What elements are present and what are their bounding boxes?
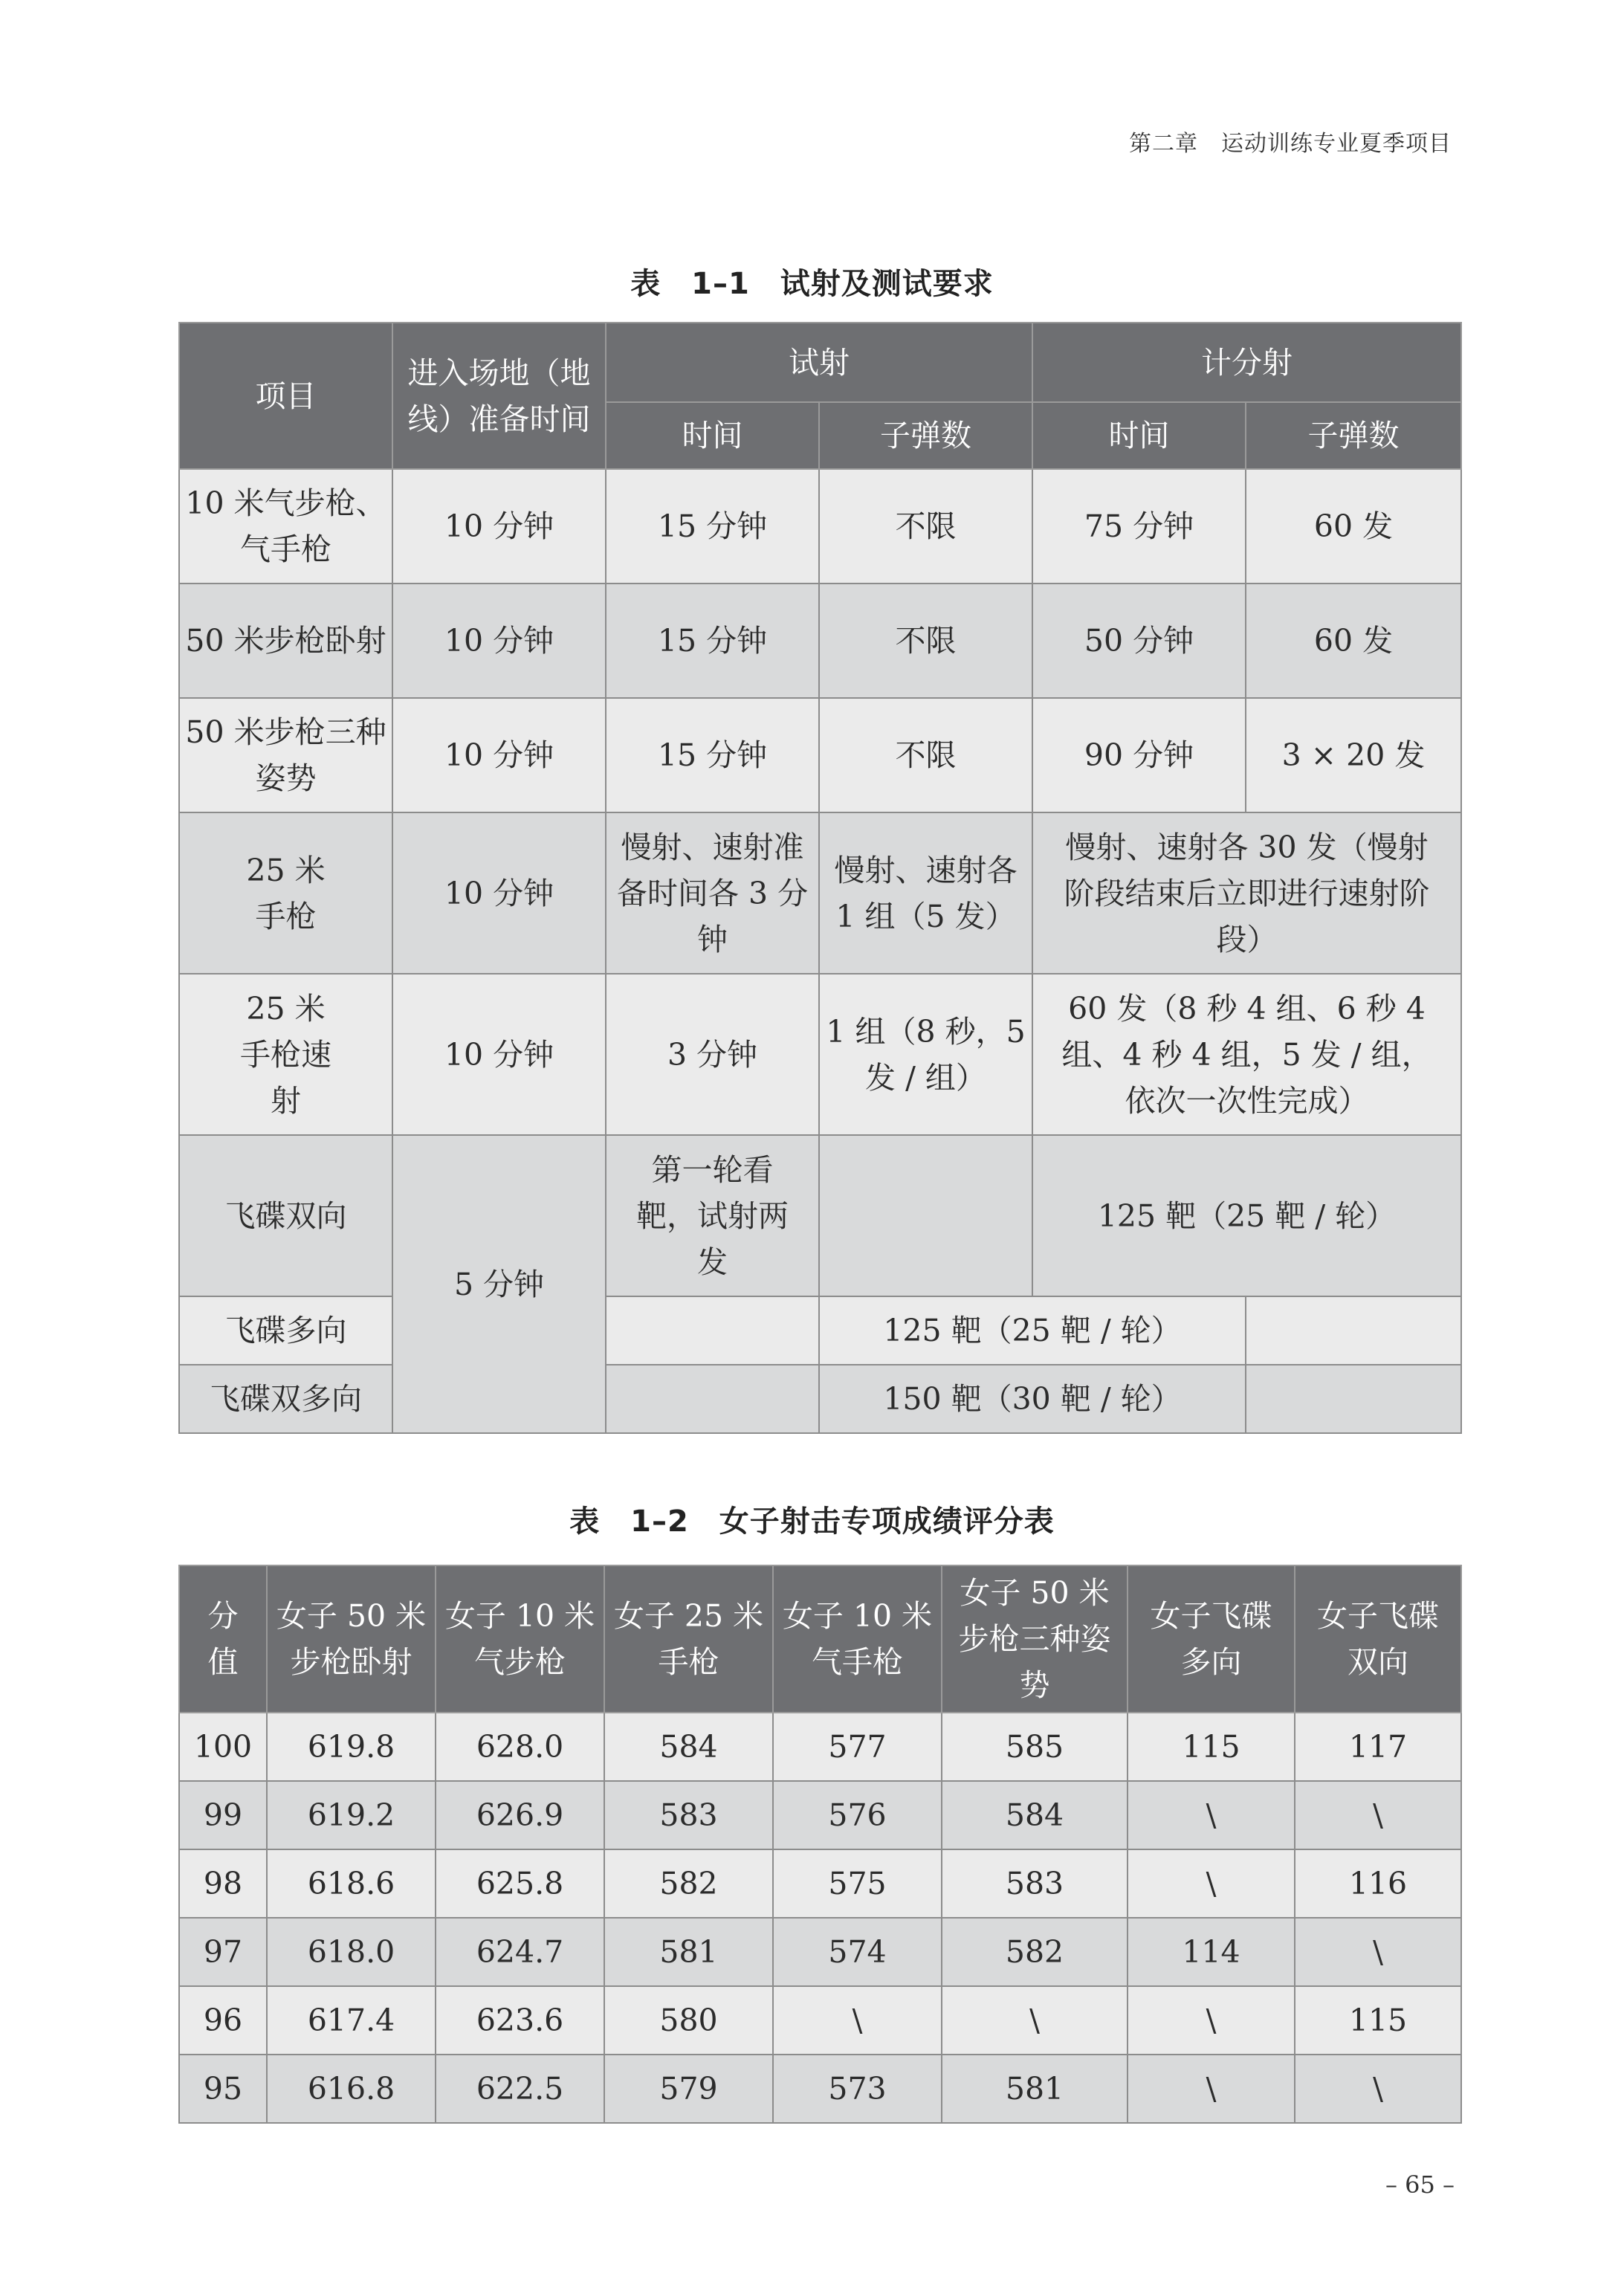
- cell-merged: 125 靶（25 靶 / 轮）: [819, 1296, 1246, 1365]
- cell: 95: [179, 2055, 267, 2123]
- cell-trial-bullets: 不限: [819, 469, 1032, 584]
- cell-score-time: 50 分钟: [1032, 584, 1246, 698]
- cell: 98: [179, 1849, 267, 1918]
- table-row: [179, 1918, 1461, 1986]
- header-item: 项目: [179, 323, 392, 469]
- table-row: [179, 1713, 1461, 1781]
- header-col: 女子 10 米气手枪: [773, 1565, 942, 1713]
- header-trial: 试射: [606, 323, 1032, 402]
- cell: 583: [604, 1781, 773, 1849]
- cell: \: [1128, 2055, 1295, 2123]
- cell-prep: 10 分钟: [392, 469, 606, 584]
- cell-score-bullets: 60 发: [1246, 469, 1461, 584]
- cell: 625.8: [436, 1849, 604, 1918]
- table-row: [179, 2055, 1461, 2123]
- cell: 97: [179, 1918, 267, 1986]
- table-row: [179, 1135, 1461, 1296]
- cell: 581: [604, 1918, 773, 1986]
- cell: 116: [1295, 1849, 1461, 1918]
- cell: 617.4: [267, 1986, 436, 2055]
- cell-item: 飞碟多向: [179, 1296, 392, 1365]
- cell-trial-time: 第一轮看靶，试射两发: [606, 1135, 819, 1296]
- cell: 115: [1295, 1986, 1461, 2055]
- cell: 628.0: [436, 1713, 604, 1781]
- table-row: [179, 1849, 1461, 1918]
- cell: 100: [179, 1713, 267, 1781]
- header-col: 女子 25 米手枪: [604, 1565, 773, 1713]
- cell: \: [1128, 1781, 1295, 1849]
- cell-trial-bullets: 不限: [819, 584, 1032, 698]
- header-col: 女子 50 米步枪三种姿势: [942, 1565, 1128, 1713]
- table-1-shooting-requirements: [178, 322, 1462, 1434]
- cell: \: [942, 1986, 1128, 2055]
- table-2-caption: 表 1–2 女子射击专项成绩评分表: [569, 1504, 1055, 1539]
- cell-item: 飞碟双多向: [179, 1365, 392, 1433]
- cell: 624.7: [436, 1918, 604, 1986]
- table-row: [179, 1296, 1461, 1365]
- cell: 619.2: [267, 1781, 436, 1849]
- cell-score-merged: 125 靶（25 靶 / 轮）: [1032, 1135, 1461, 1296]
- cell-item: 10 米气步枪、气手枪: [179, 469, 392, 584]
- cell-item: 50 米步枪卧射: [179, 584, 392, 698]
- cell: 618.0: [267, 1918, 436, 1986]
- table-row: [179, 1986, 1461, 2055]
- table-2-women-scoring: [178, 1565, 1462, 2124]
- header-trial-time: 时间: [606, 402, 819, 469]
- header-score-bullets: 子弹数: [1246, 402, 1461, 469]
- cell: \: [1295, 1918, 1461, 1986]
- cell-trial-bullets: 不限: [819, 698, 1032, 812]
- cell-item: 25 米手枪速射: [179, 974, 392, 1135]
- cell-prep: 10 分钟: [392, 812, 606, 974]
- cell: 573: [773, 2055, 942, 2123]
- cell: 117: [1295, 1713, 1461, 1781]
- cell: \: [1295, 1781, 1461, 1849]
- page-number: – 65 –: [1385, 2171, 1455, 2199]
- cell: 623.6: [436, 1986, 604, 2055]
- cell-score-bullets: 60 发: [1246, 584, 1461, 698]
- cell: 622.5: [436, 2055, 604, 2123]
- table-row: [179, 698, 1461, 812]
- header-trial-bullets: 子弹数: [819, 402, 1032, 469]
- cell: \: [1128, 1986, 1295, 2055]
- cell: 576: [773, 1781, 942, 1849]
- table-row: [179, 974, 1461, 1135]
- cell-trial-time: 15 分钟: [606, 469, 819, 584]
- cell: 114: [1128, 1918, 1295, 1986]
- cell-trial-time: [606, 1365, 819, 1433]
- cell-score-merged: 慢射、速射各 30 发（慢射阶段结束后立即进行速射阶段）: [1032, 812, 1461, 974]
- cell-score-bullets: 3 × 20 发: [1246, 698, 1461, 812]
- cell-trial-bullets: 1 组（8 秒，5 发 / 组）: [819, 974, 1032, 1135]
- cell-score-merged: 60 发（8 秒 4 组、6 秒 4 组、4 秒 4 组，5 发 / 组，依次一次性完成）: [1032, 974, 1461, 1135]
- table-row: [179, 1781, 1461, 1849]
- cell-item: 飞碟双向: [179, 1135, 392, 1296]
- cell-trial-time: 15 分钟: [606, 584, 819, 698]
- cell-prep: 10 分钟: [392, 698, 606, 812]
- cell: 616.8: [267, 2055, 436, 2123]
- cell-score-time: 90 分钟: [1032, 698, 1246, 812]
- cell: 584: [604, 1713, 773, 1781]
- header-prep-time: 进入场地（地线）准备时间: [392, 323, 606, 469]
- cell: 575: [773, 1849, 942, 1918]
- cell-merged: 150 靶（30 靶 / 轮）: [819, 1365, 1246, 1433]
- cell: 581: [942, 2055, 1128, 2123]
- cell: 577: [773, 1713, 942, 1781]
- header-col: 女子 10 米气步枪: [436, 1565, 604, 1713]
- cell: 584: [942, 1781, 1128, 1849]
- cell: 579: [604, 2055, 773, 2123]
- cell: \: [1295, 2055, 1461, 2123]
- cell-trial-bullets: 慢射、速射各 1 组（5 发）: [819, 812, 1032, 974]
- cell-trial-time: 慢射、速射准备时间各 3 分钟: [606, 812, 819, 974]
- header-col: 女子飞碟多向: [1128, 1565, 1295, 1713]
- table-row: [179, 469, 1461, 584]
- cell-trial-time: 3 分钟: [606, 974, 819, 1135]
- cell-trial-bullets: [819, 1135, 1032, 1296]
- cell-prep: 10 分钟: [392, 584, 606, 698]
- cell: 618.6: [267, 1849, 436, 1918]
- header-col: 女子飞碟双向: [1295, 1565, 1461, 1713]
- cell-last: [1246, 1365, 1461, 1433]
- cell-skeet-prep: 5 分钟: [392, 1135, 606, 1433]
- table-row: [179, 584, 1461, 698]
- cell: \: [1128, 1849, 1295, 1918]
- cell: 619.8: [267, 1713, 436, 1781]
- cell: 585: [942, 1713, 1128, 1781]
- cell: 115: [1128, 1713, 1295, 1781]
- cell: 574: [773, 1918, 942, 1986]
- header-score: 计分射: [1032, 323, 1461, 402]
- header-col: 女子 50 米步枪卧射: [267, 1565, 436, 1713]
- table-row: [179, 812, 1461, 974]
- running-head: 第二章 运动训练专业夏季项目: [1129, 131, 1452, 157]
- cell-last: [1246, 1296, 1461, 1365]
- cell-trial-time: 15 分钟: [606, 698, 819, 812]
- cell: 580: [604, 1986, 773, 2055]
- cell: 582: [942, 1918, 1128, 1986]
- cell-item: 25 米手枪: [179, 812, 392, 974]
- cell-prep: 10 分钟: [392, 974, 606, 1135]
- cell: \: [773, 1986, 942, 2055]
- cell: 99: [179, 1781, 267, 1849]
- table-row: [179, 1365, 1461, 1433]
- cell: 583: [942, 1849, 1128, 1918]
- header-score-value: 分值: [179, 1565, 267, 1713]
- cell: 626.9: [436, 1781, 604, 1849]
- cell: 582: [604, 1849, 773, 1918]
- cell-trial-time: [606, 1296, 819, 1365]
- cell-item: 50 米步枪三种姿势: [179, 698, 392, 812]
- cell-score-time: 75 分钟: [1032, 469, 1246, 584]
- cell: 96: [179, 1986, 267, 2055]
- header-score-time: 时间: [1032, 402, 1246, 469]
- table-1-caption: 表 1–1 试射及测试要求: [630, 267, 994, 301]
